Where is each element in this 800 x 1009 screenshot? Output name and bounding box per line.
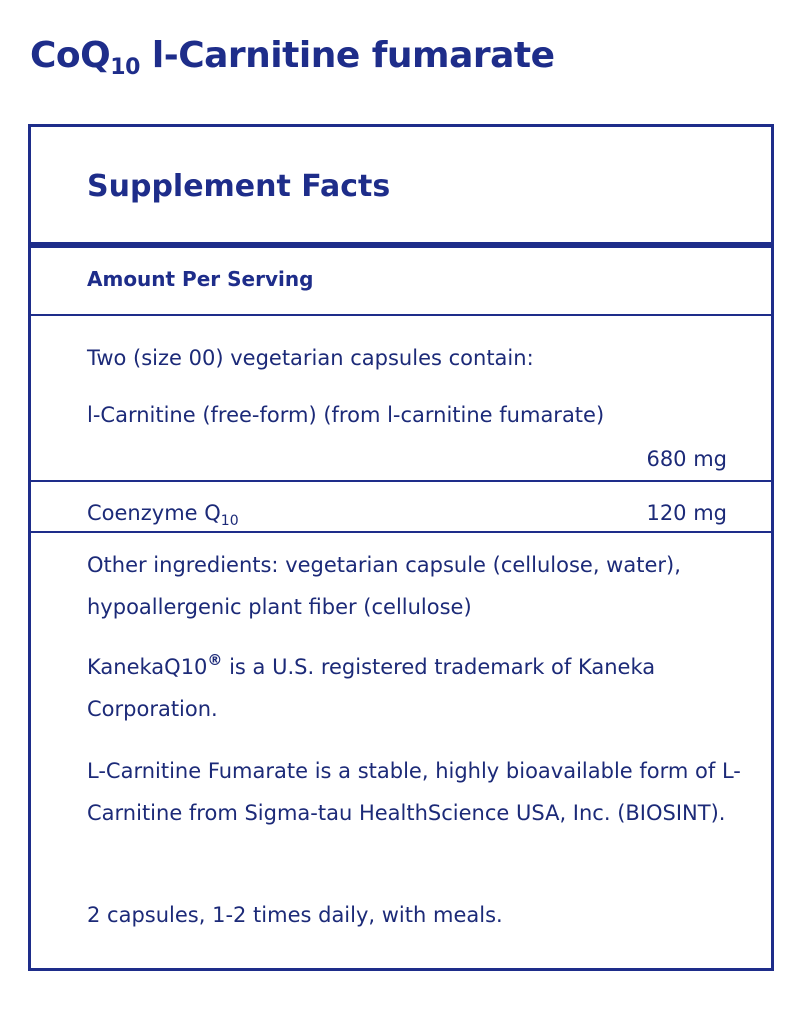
ingredient-name-carnitine: l-Carnitine (free-form) (from l-carnitine fumarate) bbox=[87, 403, 605, 427]
other-ingredients-text: Other ingredients: vegetarian capsule (cellulose, water), hypoallergenic plant fiber (cellulose) bbox=[87, 553, 681, 619]
supplement-facts-heading: Supplement Facts bbox=[87, 169, 391, 204]
thick-divider bbox=[31, 242, 771, 248]
ingredient-name-coq10 bbox=[87, 498, 239, 528]
title-prefix: CoQ bbox=[30, 35, 111, 76]
product-title bbox=[30, 30, 555, 82]
supplement-facts-panel bbox=[28, 124, 774, 971]
title-subscript: 10 bbox=[110, 55, 140, 80]
serving-description: Two (size 00) vegetarian capsules contain: bbox=[87, 346, 534, 370]
ingredient-amount-carnitine: 680 mg bbox=[646, 447, 727, 471]
ingredient-name-prefix: Coenzyme Q bbox=[87, 501, 221, 525]
title-suffix: l-Carnitine fumarate bbox=[139, 35, 555, 76]
directions-text: 2 capsules, 1-2 times daily, with meals. bbox=[87, 903, 503, 927]
registered-symbol: ® bbox=[207, 651, 223, 669]
trademark-notice bbox=[87, 646, 747, 730]
carnitine-source-note: L-Carnitine Fumarate is a stable, highly bioavailable form of L-Carnitine from Sigma-tau HealthScience USA, Inc. (BIOSINT). bbox=[87, 759, 741, 825]
ingredient-name-subscript: 10 bbox=[220, 513, 239, 529]
trademark-brand: KanekaQ10 bbox=[87, 655, 208, 679]
ingredient-amount-coq10: 120 mg bbox=[646, 501, 727, 525]
trademark-rest: is a U.S. registered trademark of Kaneka Corporation. bbox=[87, 655, 656, 721]
divider bbox=[31, 314, 771, 316]
amount-per-serving-label: Amount Per Serving bbox=[87, 267, 314, 291]
divider bbox=[31, 480, 771, 482]
divider bbox=[31, 531, 771, 533]
